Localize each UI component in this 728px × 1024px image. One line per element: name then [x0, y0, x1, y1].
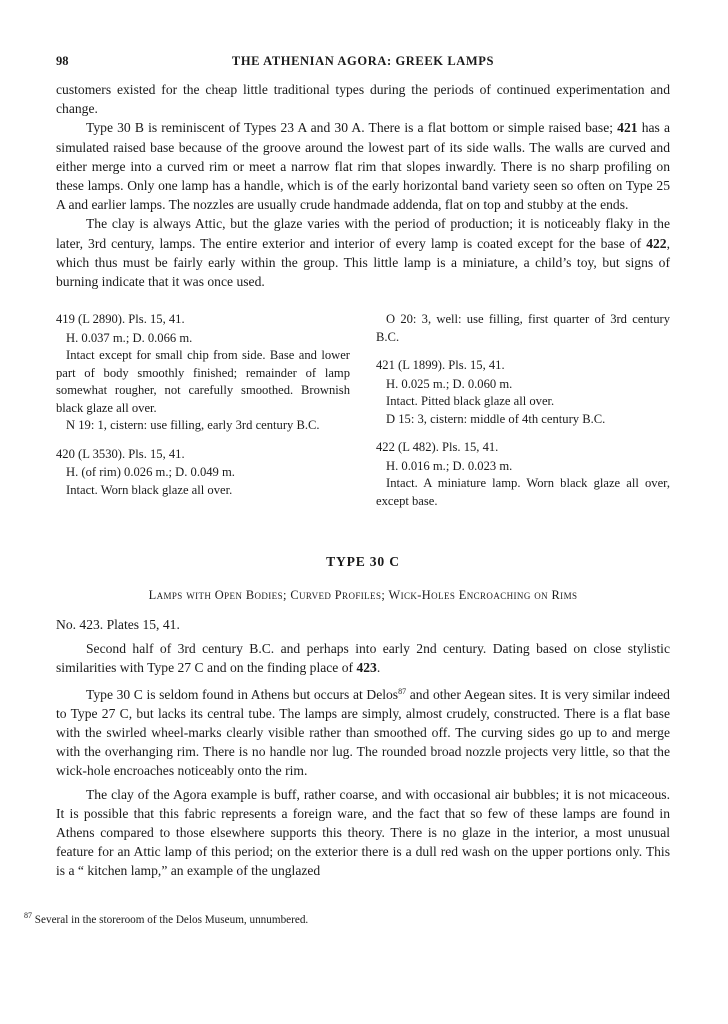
page — [56, 50, 670, 885]
catalog-entry-context-421: D 15: 3, cistern: middle of 4th century B.C. — [386, 411, 606, 426]
paragraph-agora-clay: The clay of the Agora example is buff, rather coarse, and with occasional air bubbles; it is not micaceous. It is possible that this fabric represents a foreign ware, and the fact that so few of these lamps are found in Athens compared to those elsewhere supports this theory. There is no glaze in the interior, a most unusual feature for an Attic lamp of this period; on the exterior there is a dull red wash on the upper portions only. This is a “ kitchen lamp,” an example of the unglazed — [56, 786, 670, 879]
paragraph-continued: customers existed for the cheap little traditional types during the periods of continued experimentation and change. — [56, 82, 670, 117]
running-header — [56, 50, 670, 72]
catalog-number-line: No. 423. Plates 15, 41. — [56, 617, 180, 633]
section-body — [56, 639, 670, 880]
catalog-entry-dims-422: H. 0.016 m.; D. 0.023 m. — [386, 458, 513, 473]
catalog-entry-desc-422: Intact. A miniature lamp. Worn black glaze all over, except base. — [376, 476, 670, 508]
paragraph-type-30b: Type 30 B is reminiscent of Types 23 A and 30 A. There is a flat bottom or simple raised base; 421 has a simulated raised base because of the groove around the lowest part of its side walls. The walls are curved and either merge into a curved rim or meet a narrow flat rim that slopes inwardly. There is no sharp profiling on these lamps. Only one lamp has a handle, which is of the early horizontal band variety seen so often on Type 25 A and earlier lamps. The nozzles are usually crude handmade addenda, flat on top and stubby at the ends. — [56, 120, 670, 213]
catalog-entry-desc-419: Intact except for small chip from side. Base and lower part of body smoothly finished; remainder of lamp somewhat rougher, not carefully smoothed. Brownish black glaze all over. — [56, 348, 350, 415]
catalog-column-left — [56, 311, 350, 510]
catalog-entry-desc-420: Intact. Worn black glaze all over. — [66, 482, 233, 497]
intro-text — [56, 80, 670, 291]
catalog-entry-desc-421: Intact. Pitted black glaze all over. — [386, 394, 555, 409]
catalog-entry-context-420: O 20: 3, well: use filling, first quarter of 3rd century B.C. — [376, 312, 670, 344]
section-heading: TYPE 30 C — [326, 554, 400, 570]
footnote-ref: 87 — [398, 686, 407, 696]
footnote-text: Several in the storeroom of the Delos Museum, unnumbered. — [32, 914, 309, 926]
catalog-columns — [56, 311, 670, 510]
footnote — [24, 911, 308, 926]
catalog-entry-dims-419: H. 0.037 m.; D. 0.066 m. — [66, 330, 193, 345]
catalog-entry-title-419: 419 (L 2890). Pls. 15, 41. — [56, 312, 185, 327]
paragraph-clay: The clay is always Attic, but the glaze varies with the period of production; it is noticeably flaky in the later, 3rd century, lamps. The entire exterior and interior of every lamp is coated except for the base of 422, which thus must be fairly early within the group. This little lamp is a miniature, a child’s toy, but signs of burning indicate that it was once used. — [56, 216, 670, 290]
catalog-entry-dims-421: H. 0.025 m.; D. 0.060 m. — [386, 376, 513, 391]
page-number: 98 — [56, 54, 69, 68]
catalog-entry-context-419: N 19: 1, cistern: use filling, early 3rd century B.C. — [66, 418, 320, 433]
catalog-column-right — [376, 311, 670, 510]
catalog-entry-title-422: 422 (L 482). Pls. 15, 41. — [376, 440, 499, 455]
section-subheading: Lamps with Open Bodies; Curved Profiles; Wick-Holes Encroaching on Rims — [148, 588, 578, 603]
paragraph-type-30c: Type 30 C is seldom found in Athens but occurs at Delos$^{87}$ and other Aegean sites. It is very similar indeed to Type 27 C, but lacks its central tube. The lamps are simply, almost crudely, constructed. There is a flat base with the swirled wheel-marks clearly visible rather than smoothed off. The curving sides go up to and merge with the overhanging rim. There is no handle nor lug. The rounded broad nozzle projects very little, so that the wick-hole encroaches noticeably onto the rim. — [56, 686, 670, 779]
catalog-entry-dims-420: H. (of rim) 0.026 m.; D. 0.049 m. — [66, 465, 235, 480]
footnote-marker: 87 — [24, 911, 32, 920]
running-title: THE ATHENIAN AGORA: GREEK LAMPS — [231, 54, 495, 68]
catalog-entry-title-420: 420 (L 3530). Pls. 15, 41. — [56, 446, 185, 461]
catalog-entry-title-421: 421 (L 1899). Pls. 15, 41. — [376, 358, 505, 373]
paragraph-dating: Second half of 3rd century B.C. and perhaps into early 2nd century. Dating based on close stylistic similarities with Type 27 C and on the finding place of 423. — [56, 641, 670, 676]
